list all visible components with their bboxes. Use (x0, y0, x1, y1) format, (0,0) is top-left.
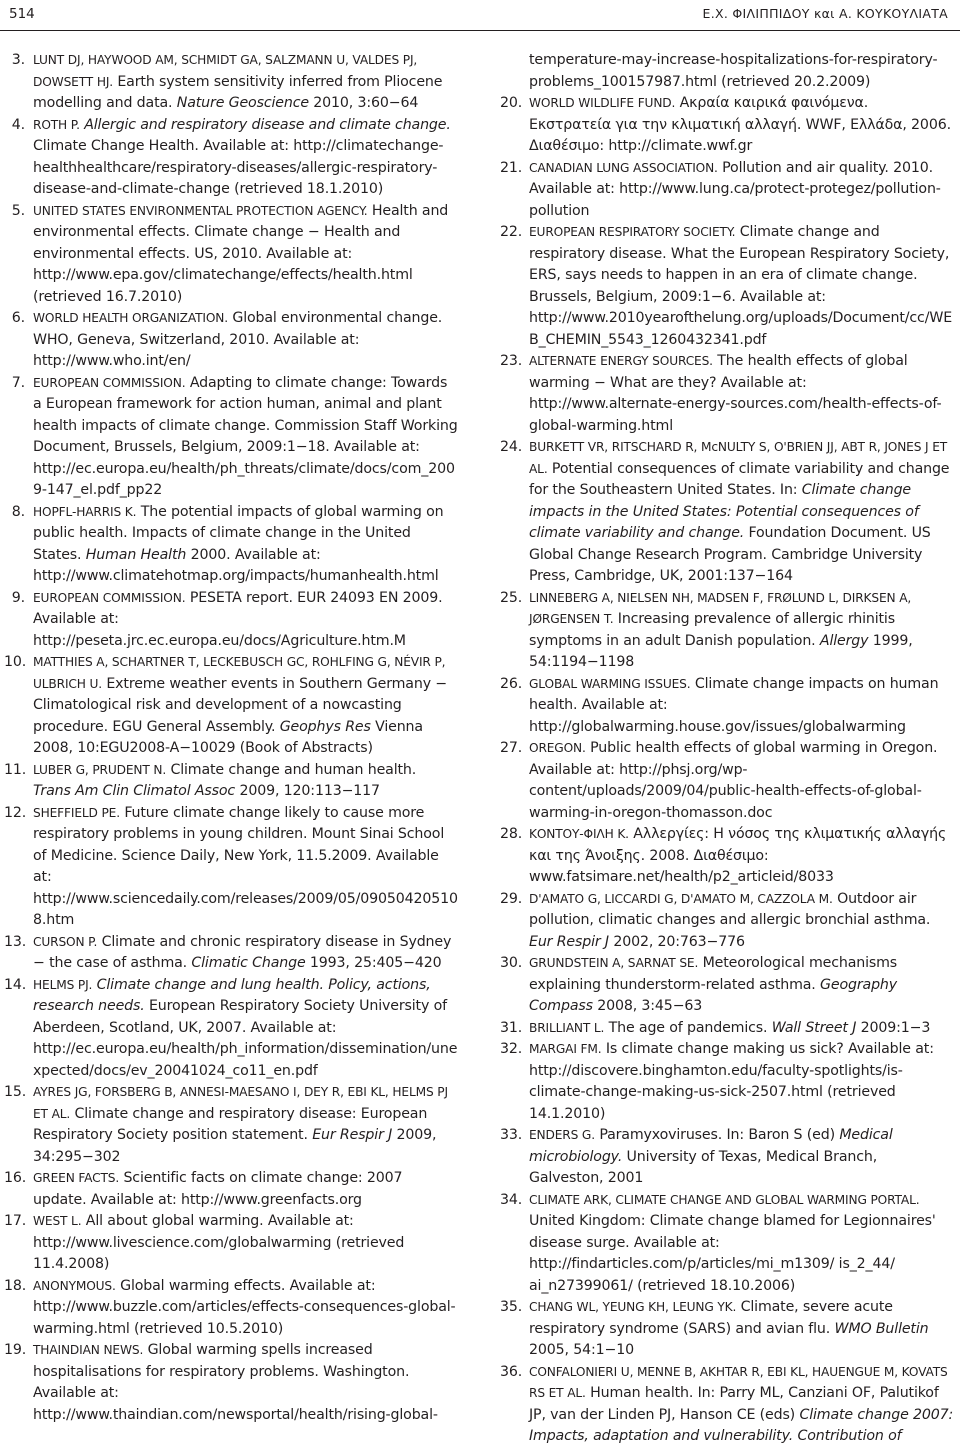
reference-text (529, 52, 937, 90)
reference-body: Earth system sensitivity inferred from Pliocene modelling and data. (33, 73, 443, 111)
reference-item (4, 975, 458, 1083)
reference-text (33, 117, 451, 198)
reference-number: 30. (500, 955, 523, 971)
reference-italic: Wall Street J (771, 1019, 857, 1036)
reference-body: 2008, 3:45−63 (592, 998, 703, 1014)
reference-authors: THAINDIAN NEWS. (33, 1343, 144, 1357)
reference-authors: BRILLIANT L. (529, 1020, 605, 1035)
reference-body: Global warming effects. Available at: http://www.buzzle.com/articles/effects-consequences-global-warming.html (retrieved 10.5.2010) (33, 1277, 456, 1337)
reference-body: Meteorological mechanisms explaining thunderstorm-related asthma. (529, 955, 898, 993)
reference-authors: MARGAI FM. (529, 1042, 602, 1056)
reference-text (33, 203, 448, 305)
reference-body: 1999, 54:1194−1198 (529, 632, 913, 670)
reference-item (4, 502, 458, 588)
reference-authors: EUROPEAN COMMISSION. (33, 375, 186, 390)
reference-body: European Respiratory Society University of Aberdeen, Scotland, UK, 2007. Available at: http://ec.europa.eu/health/ph_information/dissemination/unexpected/docs/ev_20041024_co11_en.pdf (33, 998, 458, 1079)
reference-authors: HOPFL-HARRIS K. (33, 504, 137, 519)
reference-italic: Human Health (85, 546, 187, 563)
reference-body: Climate change impacts on human health. Available at: http://globalwarming.house.gov/issues/globalwarming (529, 675, 939, 735)
reference-number: 8. (11, 503, 25, 520)
reference-body: 2000. Available at: http://www.climatehotmap.org/impacts/humanhealth.html (33, 546, 439, 584)
reference-italic: Allergic and respiratory disease and climate change. (79, 116, 451, 133)
reference-body: Global environmental change. WHO, Geneva, Switzerland, 2010. Available at: http://www.who.int/en/ (33, 310, 443, 369)
reference-text (33, 1278, 456, 1337)
reference-authors: MATTHIES A, SCHARTNER T, LECKEBUSCH GC, ROHLFING G, NÉVIR P, ULBRICH U. (33, 655, 446, 691)
reference-authors: LUBER G, PRUDENT N. (33, 762, 167, 777)
reference-italic: Eur Respir J (529, 933, 609, 950)
reference-authors: LINNEBERG A, NIELSEN NH, MADSEN F, FRØLUND L, DIRKSEN A, JØRGENSEN T. (529, 590, 912, 626)
reference-text (33, 52, 442, 111)
reference-text (529, 1364, 953, 1445)
reference-body: Ακραία καιρικά φαινόμενα. Εκστρατεία για την κλιματική αλλαγή. WWF, Ελλάδα, 2006. Διαθέσιμο: http://climate.wwf.gr (529, 95, 951, 154)
reference-item (4, 1276, 458, 1341)
reference-authors: WORLD WILDLIFE FUND. (529, 96, 676, 110)
reference-italic: Eur Respir J (312, 1127, 393, 1143)
reference-item (500, 1018, 954, 1040)
reference-text (33, 1170, 402, 1208)
reference-text (529, 1020, 930, 1036)
reference-item (4, 803, 458, 932)
reference-authors: HELMS PJ. (33, 977, 93, 992)
reference-body: Foundation Document. US Global Change Research Program. Cambridge University Press, Cambridge, UK, 2001:137−164 (529, 525, 931, 584)
reference-column-right (500, 50, 954, 1448)
reference-body: Paramyxoviruses. In: Baron S (ed) (594, 1127, 840, 1143)
reference-item (500, 1125, 954, 1190)
reference-body: 2009, 34:295−302 (33, 1127, 437, 1165)
reference-authors: GRUNDSTEIN A, SARNAT SE. (529, 956, 699, 970)
reference-authors: CANADIAN LUNG ASSOCIATION. (529, 160, 718, 175)
reference-text (529, 1192, 936, 1294)
reference-body: Extreme weather events in Southern Germany − Climatological risk and development of a nowcasting procedure. EGU General Assembly. (33, 675, 448, 735)
reference-number: 34. (500, 1191, 523, 1208)
reference-number: 7. (11, 374, 25, 391)
reference-text (33, 654, 447, 756)
reference-italic: Medical microbiology. (529, 1127, 893, 1165)
reference-item (500, 889, 954, 954)
reference-item (4, 652, 458, 760)
reference-text (33, 375, 458, 499)
reference-item (4, 115, 458, 201)
reference-number: 20. (500, 95, 523, 111)
reference-item (500, 1297, 954, 1362)
reference-italic: Geophys Res (279, 718, 371, 735)
reference-number: 33. (500, 1127, 523, 1143)
reference-item (4, 760, 458, 803)
reference-body: Climate change and respiratory disease: European Respiratory Society position statement. (33, 1105, 428, 1143)
reference-text (529, 160, 941, 219)
reference-authors: WORLD HEALTH ORGANIZATION. (33, 311, 228, 325)
reference-body: Climate change and human health. (166, 761, 417, 778)
reference-body: Climate change and respiratory disease. What the European Respiratory Society, ERS, says needs to happen in an era of climate change. Brussels, Belgium, 2009:1−6. Available at: http://www.2010yearofthelung.org/uploads/Document/cc/WEB_CHEMIN_5543_1260432341.pdf (529, 224, 953, 348)
reference-item (4, 373, 458, 502)
reference-italic: Allergy (819, 632, 869, 649)
reference-item (4, 1082, 458, 1168)
reference-item (500, 351, 954, 437)
reference-body: Human health. In: Parry ML, Canziani OF, Palutikof JP, van der Linden PJ, Hanson CE (eds) (529, 1385, 939, 1423)
reference-text (529, 676, 938, 735)
reference-text (33, 1213, 404, 1272)
reference-body: Climate, severe acute respiratory syndrome (SARS) and avian flu. (529, 1299, 893, 1337)
reference-body: Outdoor air pollution, climatic changes and allergic bronchial asthma. (529, 890, 931, 928)
reference-italic: Geography Compass (529, 976, 898, 1014)
reference-body: 2009, 120:113−117 (235, 783, 380, 799)
reference-number: 23. (500, 353, 523, 369)
reference-authors: LUNT DJ, HAYWOOD AM, SCHMIDT GA, SALZMANN U, VALDES PJ, DOWSETT HJ. (33, 53, 418, 89)
reference-item (500, 824, 954, 889)
reference-number: 13. (4, 933, 27, 950)
page-number: 514 (9, 6, 35, 22)
reference-text (33, 977, 457, 1079)
reference-authors: CONFALONIERI U, MENNE B, AKHTAR R, EBI KL, HAUENGUE M, KOVATS RS ET AL. (529, 1364, 948, 1400)
reference-text (33, 590, 443, 649)
reference-italic: Climate change and lung health. Policy, actions, research needs. (33, 976, 431, 1014)
reference-number: 9. (11, 589, 25, 606)
reference-text (529, 224, 952, 348)
reference-authors: UNITED STATES ENVIRONMENTAL PROTECTION AGENCY. (33, 203, 368, 218)
reference-body: Αλλεργίες: Η νόσος της κλιματικής αλλαγής και της Άνοιξης. 2008. Διαθέσιμο: www.fatsimare.net/health/p2_articleid/8033 (529, 826, 947, 885)
reference-body: Vienna 2008, 10:EGU2008-A−10029 (Book of Abstracts) (33, 718, 423, 756)
reference-italic: Climate change impacts in the United States: Potential consequences of climate variability and change. (529, 482, 919, 541)
reference-number: 14. (4, 976, 27, 993)
reference-item (500, 1190, 954, 1298)
reference-number: 16. (4, 1170, 27, 1186)
reference-item (500, 738, 954, 824)
reference-number: 32. (500, 1041, 523, 1057)
reference-item (500, 437, 954, 588)
reference-authors: SHEFFIELD PE. (33, 805, 120, 820)
reference-number: 25. (500, 589, 523, 606)
reference-body: The health effects of global warming − What are they? Available at: http://www.alternate-energy-sources.com/health-effects-of-global-warming.html (529, 353, 942, 434)
reference-body: 2005, 54:1−10 (529, 1342, 634, 1358)
reference-italic: Climatic Change (191, 955, 306, 971)
reference-body: Public health effects of global warming in Oregon. Available at: http://phsj.org/wp-content/uploads/2009/04/public-health-effects-of-global-warming-in-oregon-thomasson.doc (529, 740, 938, 821)
reference-body: Climate and chronic respiratory disease in Sydney − the case of asthma. (33, 933, 452, 971)
reference-authors: BURKETT VR, RITSCHARD R, McNULTY S, O'BRIEN JJ, ABT R, JONES J ET AL. (529, 440, 948, 476)
page-header (0, 0, 960, 31)
reference-authors: ANONYMOUS. (33, 1278, 116, 1293)
reference-item (500, 50, 954, 93)
reference-body: Global warming spells increased hospitalisations for respiratory problems. Washington. Available at: http://www.thaindian.com/newsportal/health/rising-global- (33, 1342, 438, 1423)
reference-text (33, 762, 416, 800)
reference-body: Scientific facts on climate change: 2007 update. Available at: http://www.greenfacts.org (33, 1170, 403, 1208)
reference-text (529, 590, 913, 671)
reference-number: 26. (500, 675, 523, 692)
reference-body: Climate Change Health. Available at: http://climatechange-healthhealthcare/respiratory-diseases/allergic-respiratory-disease-and-climate-change (retrieved 18.1.2010) (33, 138, 444, 197)
reference-text (529, 1127, 893, 1186)
reference-body: Increasing prevalence of allergic rhinitis symptoms in an adult Danish population. (529, 611, 895, 649)
reference-body: 2010, 3:60−64 (308, 95, 419, 111)
reference-number: 22. (500, 224, 523, 240)
reference-body: Potential consequences of climate variability and change for the Southeastern United States. In: (529, 460, 950, 498)
reference-column-left (4, 50, 458, 1426)
reference-item (500, 953, 954, 1018)
reference-item (4, 308, 458, 373)
reference-body: University of Texas, Medical Branch, Galveston, 2001 (529, 1148, 878, 1186)
reference-number: 28. (500, 826, 523, 842)
reference-body: 1993, 25:405−420 (305, 955, 442, 971)
reference-item (500, 1362, 954, 1448)
reference-body: temperature-may-increase-hospitalizations-for-respiratory-problems_100157987.html (retrieved 20.2.2009) (529, 52, 938, 90)
reference-authors: ENDERS G. (529, 1128, 595, 1142)
reference-body: Adapting to climate change: Towards a European framework for action human, animal and plant health impacts of climate change. Commission Staff Working Document, Brussels, Belgium, 2009:1−18. Available at: http://ec.europa.eu/health/ph_threats/climate/docs/com_2009-147_el.pdf_pp22 (33, 374, 458, 498)
reference-number: 5. (11, 202, 25, 219)
reference-number: 3. (11, 52, 25, 68)
reference-text (529, 826, 946, 885)
reference-authors: CHANG WL, YEUNG KH, LEUNG YK. (529, 1300, 737, 1314)
reference-item (4, 932, 458, 975)
reference-text (529, 439, 949, 584)
reference-item (4, 1340, 458, 1426)
reference-number: 29. (500, 890, 523, 907)
reference-item (4, 50, 458, 115)
reference-text (529, 740, 937, 821)
reference-authors: ALTERNATE ENERGY SOURCES. (529, 354, 713, 368)
reference-text (33, 934, 451, 972)
reference-authors: ROTH P. (33, 117, 80, 132)
reference-number: 36. (500, 1363, 523, 1380)
reference-body: All about global warming. Available at: http://www.livescience.com/globalwarming (retrieved 11.4.2008) (33, 1213, 405, 1272)
reference-number: 18. (4, 1277, 27, 1294)
reference-italic: Trans Am Clin Climatol Assoc (33, 783, 236, 799)
reference-item (500, 674, 954, 739)
reference-number: 10. (4, 654, 27, 670)
reference-number: 15. (4, 1084, 27, 1100)
reference-text (33, 805, 458, 929)
reference-item (500, 588, 954, 674)
reference-authors: CURSON P. (33, 934, 98, 949)
reference-number: 31. (500, 1019, 523, 1036)
reference-authors: GREEN FACTS. (33, 1171, 120, 1185)
reference-number: 11. (4, 761, 27, 778)
reference-text (529, 1041, 934, 1122)
reference-number: 12. (4, 804, 27, 821)
reference-item (4, 201, 458, 309)
reference-text (33, 1084, 448, 1165)
reference-body: The potential impacts of global warming on public health. Impacts of climate change in the United States. (33, 503, 444, 563)
running-head: Ε.Χ. ΦΙΛΙΠΠΙΔΟΥ και Α. ΚΟΥΚΟΥΛΙΑΤΑ (702, 6, 948, 21)
reference-italic: Nature Geoscience (176, 95, 309, 111)
reference-body: 2009:1−3 (856, 1019, 931, 1036)
reference-body: Health and environmental effects. Climate change − Health and environmental effects. US, 2010. Available at: http://www.epa.gov/climatechange/effects/health.html (retrieved 16.7.2010) (33, 202, 449, 305)
reference-text (529, 891, 930, 950)
reference-body: Pollution and air quality. 2010. Available at: http://www.lung.ca/protect-protegez/pollution-pollution (529, 159, 941, 219)
reference-authors: GLOBAL WARMING ISSUES. (529, 676, 691, 691)
reference-body: The age of pandemics. (604, 1019, 772, 1036)
reference-body: Is climate change making us sick? Available at: http://discovere.binghamton.edu/faculty-spotlights/is-climate-change-making-us-sick-2507.html (retrieved 14.1.2010) (529, 1041, 934, 1122)
reference-number: 17. (4, 1213, 27, 1229)
reference-text (529, 95, 951, 154)
reference-body: 2002, 20:763−776 (608, 933, 745, 950)
reference-text (529, 955, 897, 1014)
reference-number: 19. (4, 1342, 27, 1358)
reference-authors: OREGON. (529, 741, 586, 755)
reference-authors: D'AMATO G, LICCARDI G, D'AMATO M, CAZZOLA M. (529, 891, 833, 906)
reference-text (529, 353, 941, 434)
reference-italic: WMO Bulletin (834, 1320, 929, 1337)
reference-authors: EUROPEAN RESPIRATORY SOCIETY. (529, 225, 736, 239)
reference-item (4, 1168, 458, 1211)
reference-body: Future climate change likely to cause more respiratory problems in young children. Mount Sinai School of Medicine. Science Daily, New York, 11.5.2009. Available at: http://www.sciencedaily.com/releases/2009/05/090504205108.htm (33, 804, 458, 928)
reference-number: 6. (11, 310, 25, 326)
reference-text (529, 1299, 928, 1358)
reference-body: PESETA report. EUR 24093 EN 2009. Available at: http://peseta.jrc.ec.europa.eu/docs/Agriculture.htm.M (33, 589, 443, 649)
reference-number: 27. (500, 740, 523, 756)
reference-item (4, 1211, 458, 1276)
reference-text (33, 504, 443, 585)
reference-item (4, 588, 458, 653)
reference-authors: CLIMATE ARK, CLIMATE CHANGE AND GLOBAL WARMING PORTAL. (529, 1192, 920, 1207)
reference-authors: WEST L. (33, 1214, 82, 1228)
reference-item (500, 93, 954, 158)
reference-number: 21. (500, 159, 523, 176)
reference-number: 4. (11, 116, 25, 133)
reference-number: 35. (500, 1299, 523, 1315)
reference-text (33, 310, 442, 369)
reference-body: United Kingdom: Climate change blamed for Legionnaires' disease surge. Available at: http://findarticles.com/p/articles/mi_m1309/ is_2_44/ ai_n27399061/ (retrieved 18.10.2006) (529, 1213, 936, 1294)
reference-item (500, 158, 954, 223)
reference-text (33, 1342, 438, 1423)
reference-italic: Climate change 2007: Impacts, adaptation and vulnerability. Contribution of (529, 1406, 954, 1444)
reference-item (500, 222, 954, 351)
reference-number: 24. (500, 439, 523, 455)
reference-authors: AYRES JG, FORSBERG B, ANNESI-MAESANO I, DEY R, EBI KL, HELMS PJ ET AL. (33, 1085, 448, 1121)
reference-authors: EUROPEAN COMMISSION. (33, 590, 186, 605)
reference-authors: ΚΟΝΤΟΥ-ΦΙΛΗ Κ. (529, 827, 629, 841)
reference-item (500, 1039, 954, 1125)
